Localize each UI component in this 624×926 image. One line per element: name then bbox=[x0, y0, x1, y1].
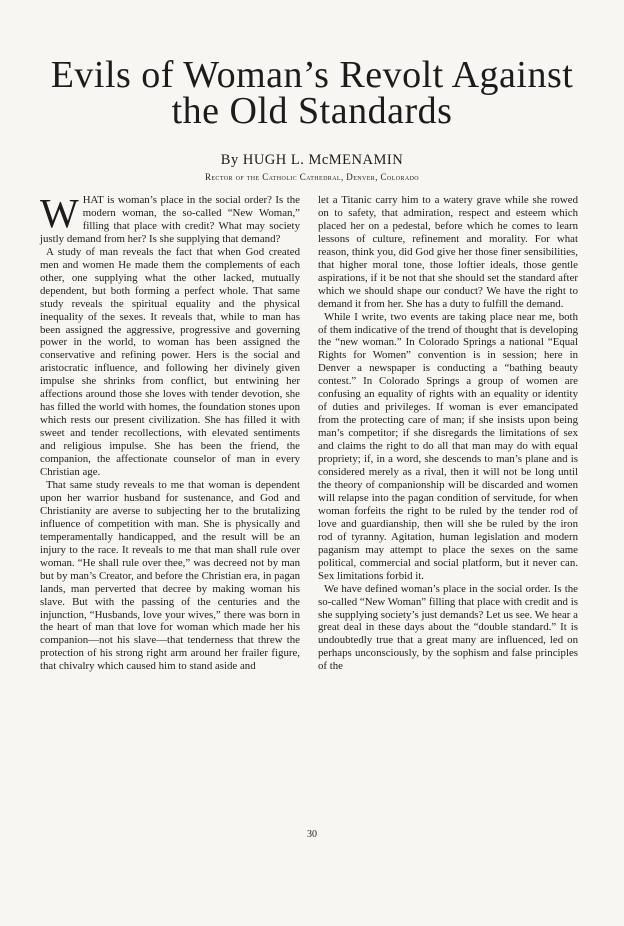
text-column-left bbox=[40, 190, 300, 673]
text-column-right bbox=[318, 194, 578, 673]
paragraph: That same study reveals to me that woman is dependent upon her warrior husband for sustenance, and God and Christianity are averse to subjecting her to the brutalizing influence of competition with man. She is physically and temperamentally handicapped, and the result will be an injury to the race. It reveals to me that man shall rule over woman. “He shall rule over thee,” was decreed not by man but by man’s Creator, and before the Christian era, in pagan lands, man perverted that decree by making woman his slave. But with the passing of the centuries and the injunction, “Husbands, love your wives,” there was born in the heart of man that love for woman which made her his companion—not his slave—that tenderness that threw the protection of his strong right arm around her frailer figure, that chivalry which caused him to stand aside and bbox=[40, 478, 300, 673]
paragraph: A study of man reveals the fact that when God created men and women He made them the complements of each other, one supplying what the other lacked, mutually dependent, but both forming a perfect whole. That same study reveals the spiritual equality and the physical inequality of the sexes. It reveals that, while to man has been assigned the aggressive, progressive and governing power in the world, to woman has been assigned the conservative and refining power. Hers is the social and aristocratic influence, and following her divinely given impulse she shrinks from conflict, but entwining her affections around those she loves with tender devotion, she has filled the world with homes, the foundation stones upon which rests our present civilization. She has filled it with sweet and tender recollections, with elevated sentiments and religious impulse. She has been the friend, the companion, the affectionate counselor of man in every Christian age. bbox=[40, 245, 300, 479]
page-number: 30 bbox=[307, 829, 317, 840]
author-affiliation: Rector of the Catholic Cathedral, Denver, Colorado bbox=[204, 172, 420, 182]
paragraph: We have defined woman’s place in the social order. Is the so-called “New Woman” filling that place with credit and is she supplying society’s just demands? Let us see. We hear a great deal in these days about the “double standard.” It is undoubtedly true that a great many are influenced, led on perhaps unconsciously, by the sophism and false principles of the bbox=[318, 582, 578, 673]
paragraph-text: HAT is woman’s place in the social order? Is the modern woman, the so-called “New Woman,” filling that place with credit? What may society justly demand from her? Is she supplying that demand? bbox=[40, 194, 300, 245]
paragraph: While I write, two events are taking place near me, both of them indicative of the trend of thought that is developing the “new woman.” In Colorado Springs a national “Equal Rights for Women” convention is in session; here in Denver a newspaper is conducting a “bathing beauty contest.” In Colorado Springs a group of women are confusing an equality of rights with an equality or identity of duties and privileges. If woman is ever emancipated from the protecting care of man; if she insists upon being man’s competitor; if she disregards the limitations of sex and claims the right to do all that man may do with equal propriety; if, in a word, she descends to man’s plane and is considered merely as a rival, then it will not be long until the theory of companionship will be discarded and women will relapse into the pagan condition of servitude, for when woman forfeits the right to be ruled by the tender rod of love and guardianship, then will she be ruled by the iron rod of tyranny. Agitation, human legislation and modern paganism may attempt to place the sexes on the same political, commercial and social platform, but it never can. Sex limitations forbid it. bbox=[318, 310, 578, 582]
drop-cap: W bbox=[40, 190, 79, 236]
paragraph: let a Titanic carry him to a watery grave while she rowed on to safety, that admiration, respect and esteem which placed her on a pedestal, before which he comes to learn lessons of culture, refinement and morality. For what reason, think you, did God give her those finer sensibilities, that higher moral tone, those loftier ideals, those gentle aspirations, if it be not that she should set the standard after which we should shape our conduct? We have the right to demand it from her. She has a duty to fulfill the demand. bbox=[318, 194, 578, 310]
paragraph bbox=[40, 190, 300, 246]
article-title-line-1: Evils of Woman’s Revolt Against bbox=[50, 54, 574, 96]
article-title-line-2: the Old Standards bbox=[171, 90, 453, 132]
author-byline: By HUGH L. McMENAMIN bbox=[220, 152, 404, 168]
